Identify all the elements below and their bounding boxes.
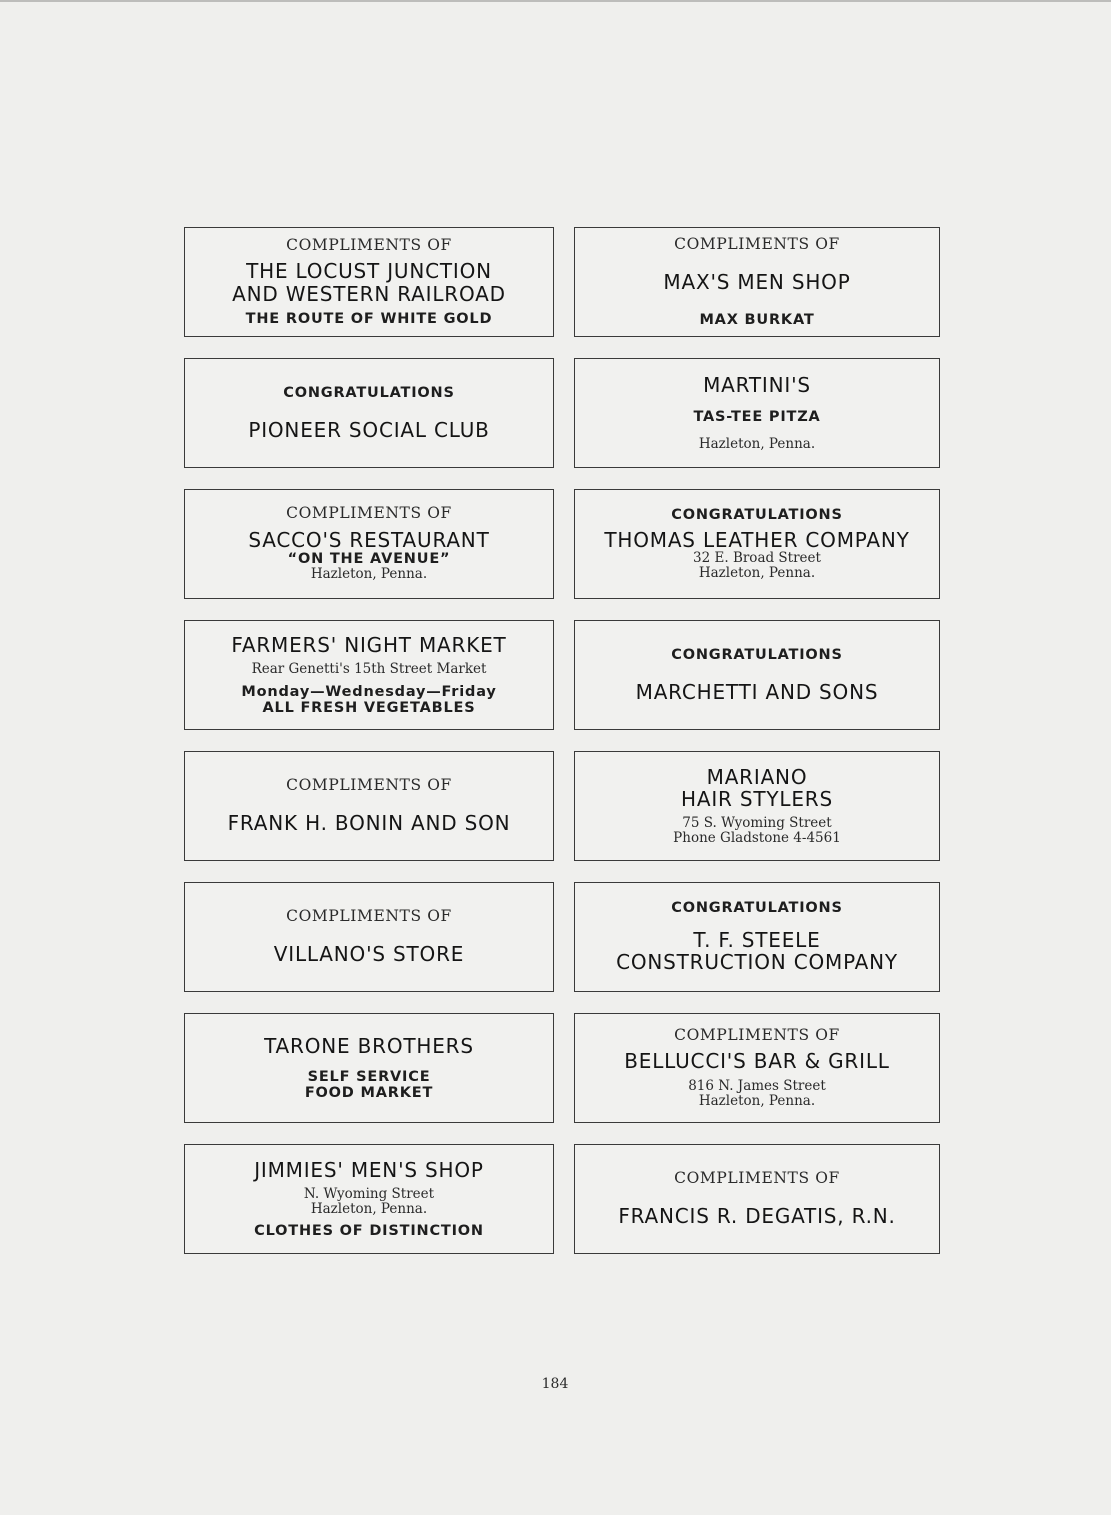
ad-mariano-hair-stylers [574,751,940,861]
ad-name-line2: AND WESTERN RAILROAD [232,281,506,306]
ad-street: N. Wyoming Street [303,1185,435,1202]
ad-farmers-night-market [184,620,554,730]
ad-tagline: THE ROUTE OF WHITE GOLD [245,310,493,327]
ad-city: Hazleton, Penna. [310,566,428,583]
page-top-edge [0,0,1111,2]
ad-name-line1: T. F. STEELE [693,927,821,952]
ad-owner: MAX BURKAT [699,311,815,328]
ad-name: JIMMIES' MEN'S SHOP [254,1157,484,1182]
ad-martinis [574,358,940,468]
ad-tagline: CLOTHES OF DISTINCTION [254,1223,484,1240]
ad-street: 816 N. James Street [688,1077,826,1094]
ad-villanos-store [184,882,554,992]
ad-street: 32 E. Broad Street [693,550,821,567]
ad-frank-h-bonin-and-son [184,751,554,861]
ad-name: BELLUCCI'S BAR & GRILL [624,1049,890,1074]
ad-tagline-line2: FOOD MARKET [304,1085,434,1102]
ad-label: COMPLIMENTS OF [286,907,452,926]
ad-saccos-restaurant [184,489,554,599]
ad-label: COMPLIMENTS OF [286,776,452,795]
ad-phone: Phone Gladstone 4-4561 [673,830,841,847]
ad-name: MAX'S MEN SHOP [663,270,851,295]
ad-francis-r-degatis [574,1144,940,1254]
ad-pioneer-social-club [184,358,554,468]
ad-marchetti-and-sons [574,620,940,730]
ad-label: COMPLIMENTS OF [674,235,840,253]
ad-days: Monday—Wednesday—Friday [241,683,497,700]
ad-label: COMPLIMENTS OF [286,235,452,254]
ad-label: CONGRATULATIONS [671,506,843,523]
ad-city: Hazleton, Penna. [310,1201,428,1218]
ad-name-line1: THE LOCUST JUNCTION [246,259,492,284]
ad-street: 75 S. Wyoming Street [682,815,832,832]
ad-tagline: ALL FRESH VEGETABLES [262,699,476,716]
ad-tarone-brothers [184,1013,554,1123]
ad-name: SACCO'S RESTAURANT [248,527,490,552]
ad-tagline-line1: SELF SERVICE [307,1068,431,1085]
ad-city: Hazleton, Penna. [698,435,816,452]
ad-name-line1: MARIANO [706,764,808,789]
ad-city: Hazleton, Penna. [698,1092,816,1109]
ad-city: Hazleton, Penna. [698,565,816,582]
ad-name-line2: HAIR STYLERS [681,786,833,811]
ad-locust-junction-railroad [184,227,554,337]
ad-t-f-steele-construction [574,882,940,992]
ad-name: TARONE BROTHERS [264,1033,474,1058]
page-number: 184 [541,1376,569,1392]
ad-jimmies-mens-shop [184,1144,554,1254]
ad-thomas-leather-company [574,489,940,599]
ad-label: CONGRATULATIONS [671,900,843,917]
ad-name: FRANK H. BONIN AND SON [227,811,511,836]
ad-label: CONGRATULATIONS [671,646,843,663]
ad-label: COMPLIMENTS OF [286,504,452,523]
ad-tagline: TAS-TEE PITZA [693,408,821,425]
ad-name: FRANCIS R. DEGATIS, R.N. [618,1204,896,1229]
ad-name: MARTINI'S [703,373,811,398]
ad-label: COMPLIMENTS OF [674,1169,840,1188]
ad-location: Rear Genetti's 15th Street Market [251,661,487,678]
ad-name: PIONEER SOCIAL CLUB [248,417,490,442]
ad-label: CONGRATULATIONS [283,384,455,401]
ad-name: THOMAS LEATHER COMPANY [604,527,910,552]
ad-label: COMPLIMENTS OF [674,1026,840,1045]
advertisement-grid [184,227,940,1254]
ad-maxs-men-shop [574,227,940,337]
ad-name: VILLANO'S STORE [273,942,465,967]
ad-tagline: “ON THE AVENUE” [287,551,451,568]
ad-belluccis-bar-and-grill [574,1013,940,1123]
ad-name-line2: CONSTRUCTION COMPANY [616,950,898,975]
ad-name: MARCHETTI AND SONS [635,679,879,704]
ad-name: FARMERS' NIGHT MARKET [231,633,507,658]
